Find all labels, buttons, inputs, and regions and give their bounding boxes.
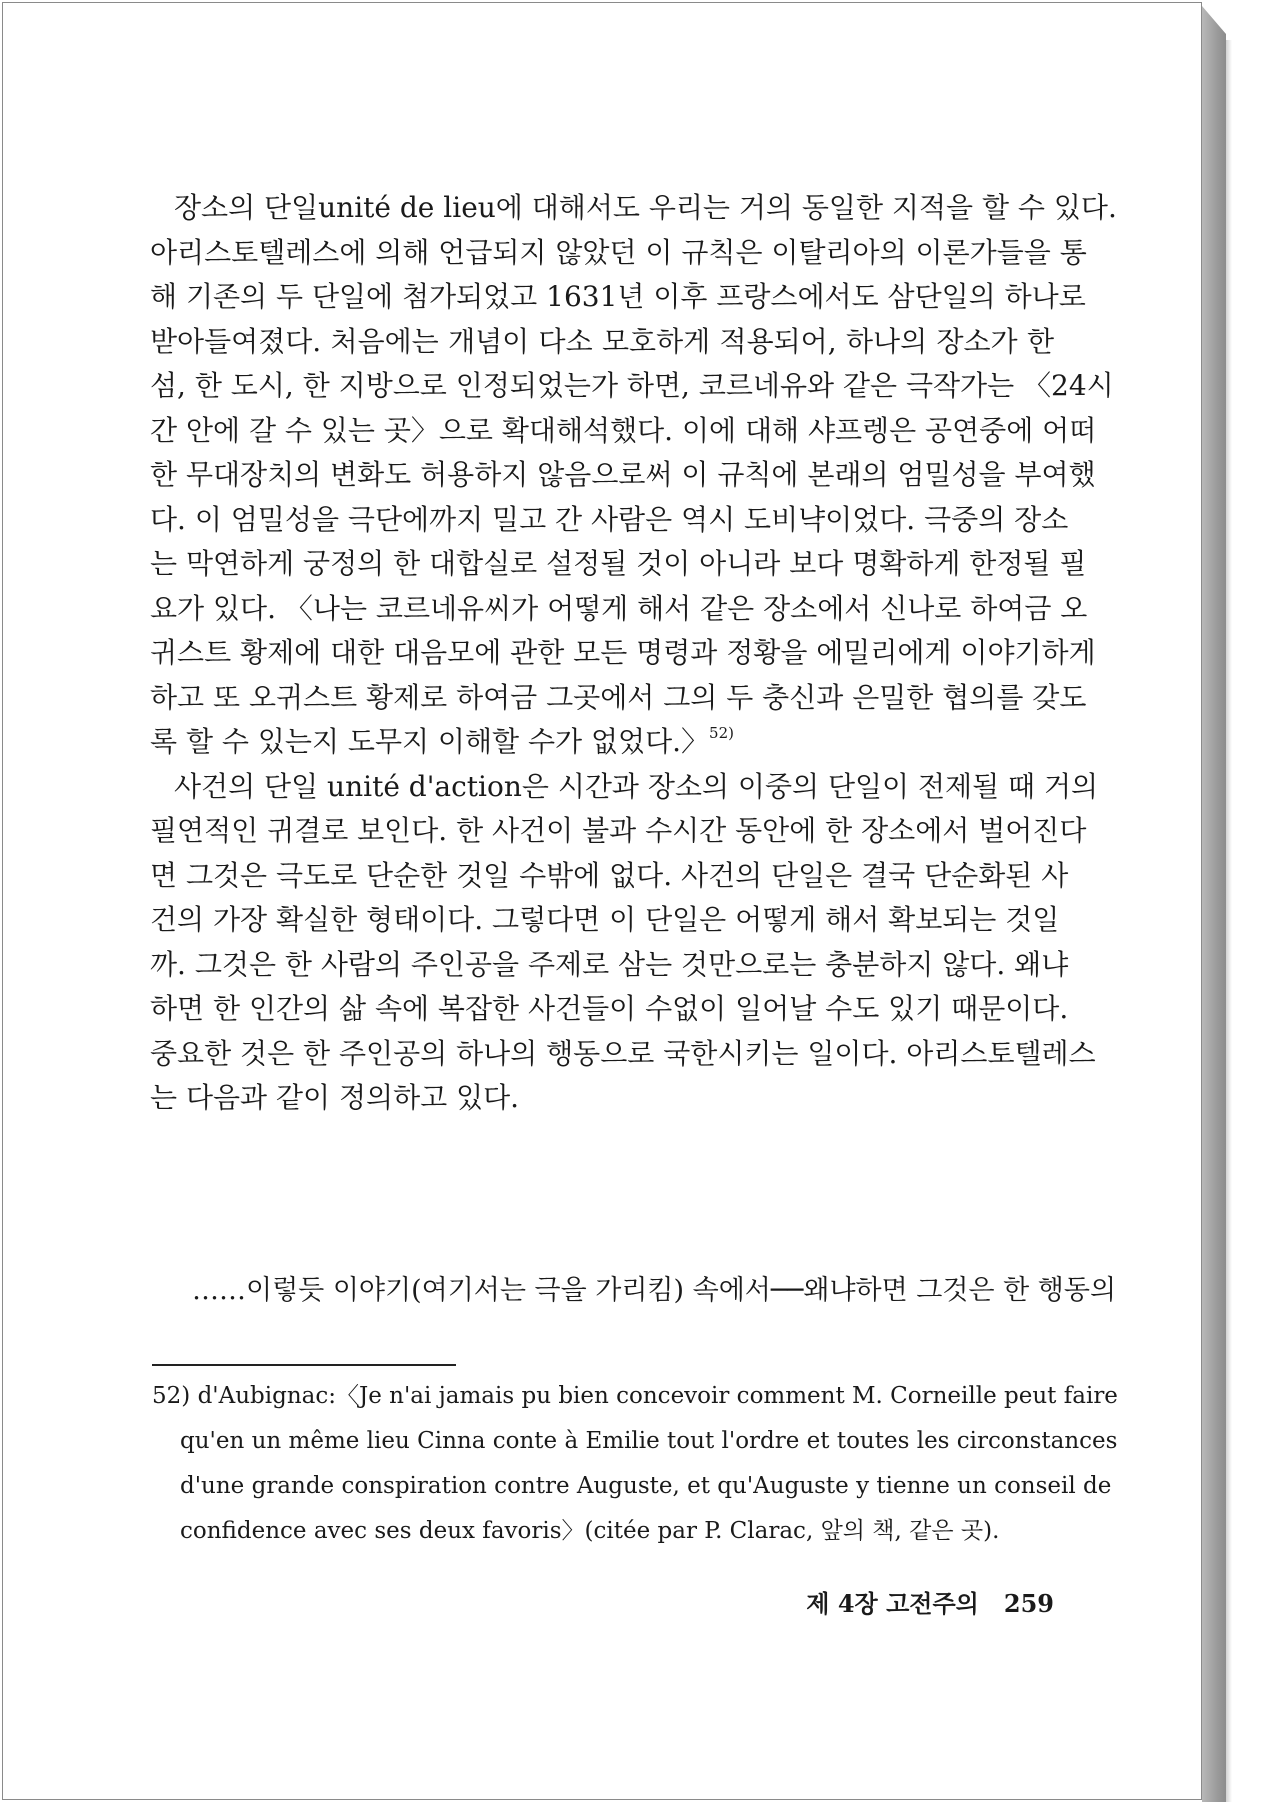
footnote-line: d'une grande conspiration contre Auguste, et qu'Auguste y tienne un conseil de [180,1473,1112,1499]
body-line: 는 다음과 같이 정의하고 있다. [150,1081,520,1114]
body-line: 필연적인 귀결로 보인다. 한 사건이 불과 수시간 동안에 한 장소에서 벌어진다 [150,814,1087,847]
body-line-text: 록 할 수 있는지 도무지 이해할 수가 없었다.〉 [150,725,710,758]
body-line: 까. 그것은 한 사람의 주인공을 주제로 삼는 것만으로는 충분하지 않다. 왜냐 [150,947,1069,981]
body-line: 하고 또 오귀스트 황제로 하여금 그곳에서 그의 두 충신과 은밀한 협의를 갖도 [150,680,1087,714]
page-edge [1202,6,1226,1802]
body-line: 하면 한 인간의 삶 속에 복잡한 사건들이 수없이 일어날 수도 있기 때문이다. [150,992,1069,1025]
body-line: 간 안에 갈 수 있는 곳〉으로 확대해석했다. 이에 대해 샤프렝은 공연중에 어떠 [150,413,1097,447]
body-line: 해 기존의 두 단일에 첨가되었고 1631년 이후 프랑스에서도 삼단일의 하나로 [150,280,1086,313]
footnote-number: 52) [152,1383,191,1409]
body-line: 요가 있다. 〈나는 코르네유씨가 어떻게 해서 같은 장소에서 신나로 하여금 오 [150,591,1088,625]
body-line: 장소의 단일unité de lieu에 대해서도 우리는 거의 동일한 지적을 할 수 있다. [174,191,1117,224]
body-line: 받아들여졌다. 처음에는 개념이 다소 모호하게 적용되어, 하나의 장소가 한 [150,324,1054,358]
body-line: 아리스토텔레스에 의해 언급되지 않았던 이 규칙은 이탈리아의 이론가들을 통 [150,235,1087,269]
body-text [150,186,1117,1121]
page-number: 259 [1003,1589,1054,1618]
page-edge-shadow [1226,40,1232,1802]
block-quote: ……이렇듯 이야기(여기서는 극을 가리킴) 속에서──왜냐하면 그것은 한 행동의 [192,1275,1117,1306]
footnote-line [152,1374,1118,1419]
body-line: 는 막연하게 궁정의 한 대합실로 설정될 것이 아니라 보다 명확하게 한정될 필 [150,547,1087,580]
footnote-reference[interactable]: 52) [709,724,734,742]
body-line: 중요한 것은 한 주인공의 하나의 행동으로 국한시키는 일이다. 아리스토텔레스 [150,1036,1096,1070]
body-line: 면 그것은 극도로 단순한 것일 수밖에 없다. 사건의 단일은 결국 단순화된 사 [150,858,1069,892]
body-line-with-footnote [150,720,1054,765]
body-line: 한 무대장치의 변화도 허용하지 않음으로써 이 규칙에 본래의 엄밀성을 부여했 [150,458,1096,491]
body-line: 건의 가장 확실한 형태이다. 그렇다면 이 단일은 어떻게 해서 확보되는 것일 [150,903,1060,936]
chapter-title: 제 4장 고전주의 [806,1589,979,1618]
footnote [152,1374,1118,1554]
body-line: 다. 이 엄밀성을 극단에까지 밀고 간 사람은 역시 도비냑이었다. 극중의 장소 [150,502,1069,536]
body-line: 섬, 한 도시, 한 지방으로 인정되었는가 하면, 코르네유와 같은 극작가는 〈24시 [150,369,1114,402]
page-footer [806,1586,1054,1622]
footnote-divider [152,1364,456,1366]
body-line: 귀스트 황제에 대한 대음모에 관한 모든 명령과 정황을 에밀리에게 이야기하게 [150,636,1096,669]
body-line: 사건의 단일 unité d'action은 시간과 장소의 이중의 단일이 전제될 때 거의 [174,769,1099,803]
footnote-line: qu'en un même lieu Cinna conte à Emilie tout l'ordre et toutes les circonstances [180,1428,1118,1454]
footnote-line: confidence avec ses deux favoris〉(citée par P. Clarac, 앞의 책, 같은 곳). [180,1518,1000,1544]
footnote-text: d'Aubignac:〈Je n'ai jamais pu bien concevoir comment M. Corneille peut faire [197,1383,1118,1409]
